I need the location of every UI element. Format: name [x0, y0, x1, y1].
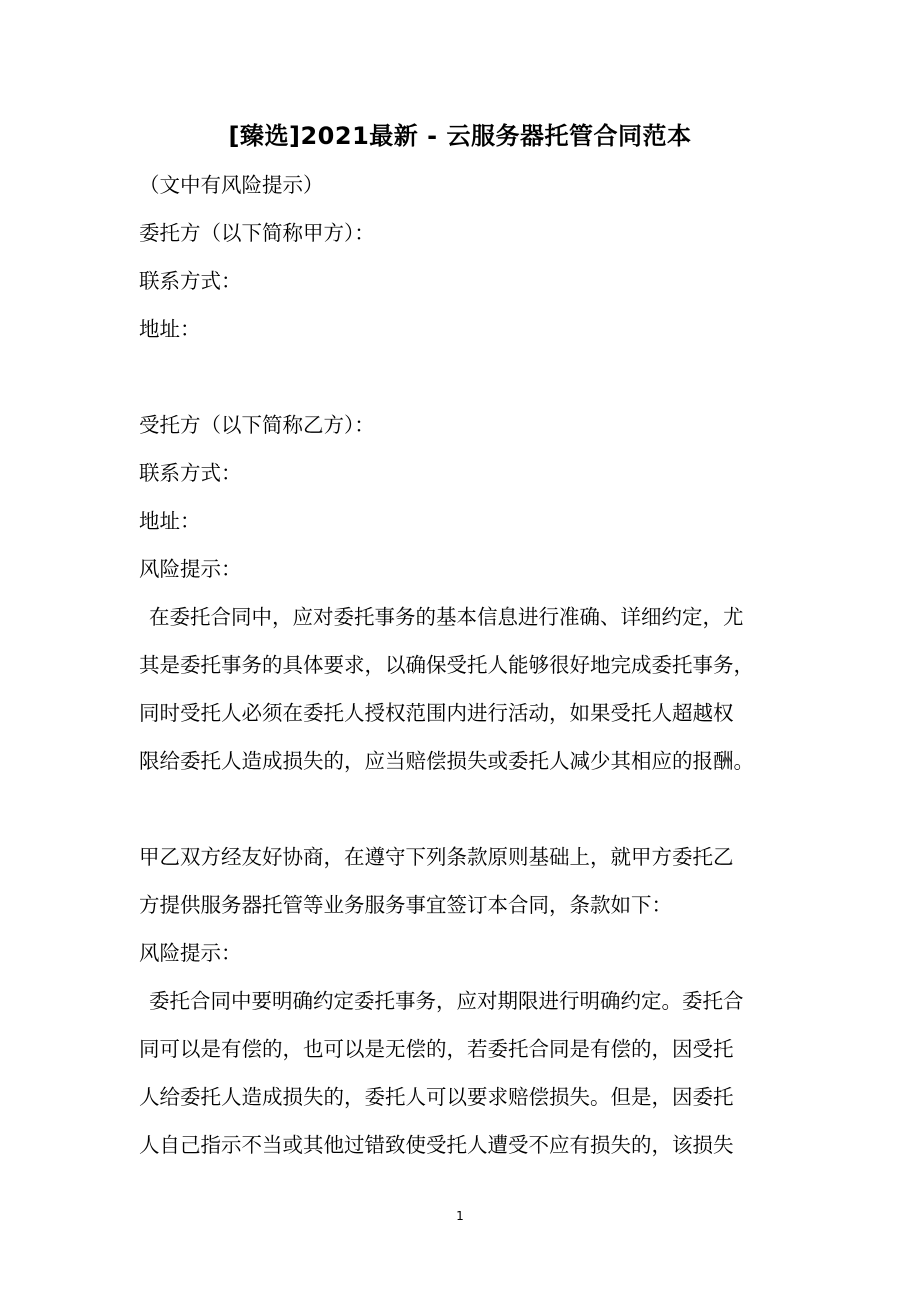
- risk-note: （文中有风险提示）: [139, 173, 324, 197]
- risk-tip-line: 其是委托事务的具体要求，以确保受托人能够很好地完成委托事务，: [139, 653, 754, 677]
- spacer: [139, 785, 789, 833]
- party-a-address: 地址：: [139, 317, 201, 341]
- intro-line: 方提供服务器托管等业务服务事宜签订本合同，条款如下：: [139, 893, 672, 917]
- intro-line: 甲乙双方经友好协商，在遵守下列条款原则基础上，就甲方委托乙: [139, 845, 734, 869]
- risk-tip-line: 人给委托人造成损失的，委托人可以要求赔偿损失。但是，因委托: [139, 1085, 734, 1109]
- risk-tip-line: 人自己指示不当或其他过错致使受托人遭受不应有损失的，该损失: [139, 1133, 734, 1157]
- risk-tip-line: 在委托合同中，应对委托事务的基本信息进行准确、详细约定，尤: [149, 605, 744, 629]
- party-b-address: 地址：: [139, 509, 201, 533]
- party-b-label: 受托方（以下简称乙方）：: [139, 413, 375, 437]
- risk-tip-heading: 风险提示：: [139, 557, 242, 581]
- party-a-label: 委托方（以下简称甲方）：: [139, 221, 375, 245]
- risk-tip-line: 同可以是有偿的，也可以是无偿的，若委托合同是有偿的，因受托: [139, 1037, 734, 1061]
- spacer: [139, 353, 789, 401]
- risk-tip-heading: 风险提示：: [139, 941, 242, 965]
- party-a-contact: 联系方式：: [139, 269, 242, 293]
- document-body: [139, 161, 789, 1169]
- page-number: 1: [456, 1209, 464, 1223]
- risk-tip-line: 同时受托人必须在委托人授权范围内进行活动，如果受托人超越权: [139, 701, 734, 725]
- risk-tip-line: 限给委托人造成损失的，应当赔偿损失或委托人减少其相应的报酬。: [139, 749, 754, 773]
- document-title: [臻选]2021最新 - 云服务器托管合同范本: [228, 122, 692, 150]
- party-b-contact: 联系方式：: [139, 461, 242, 485]
- risk-tip-line: 委托合同中要明确约定委托事务，应对期限进行明确约定。委托合: [149, 989, 744, 1013]
